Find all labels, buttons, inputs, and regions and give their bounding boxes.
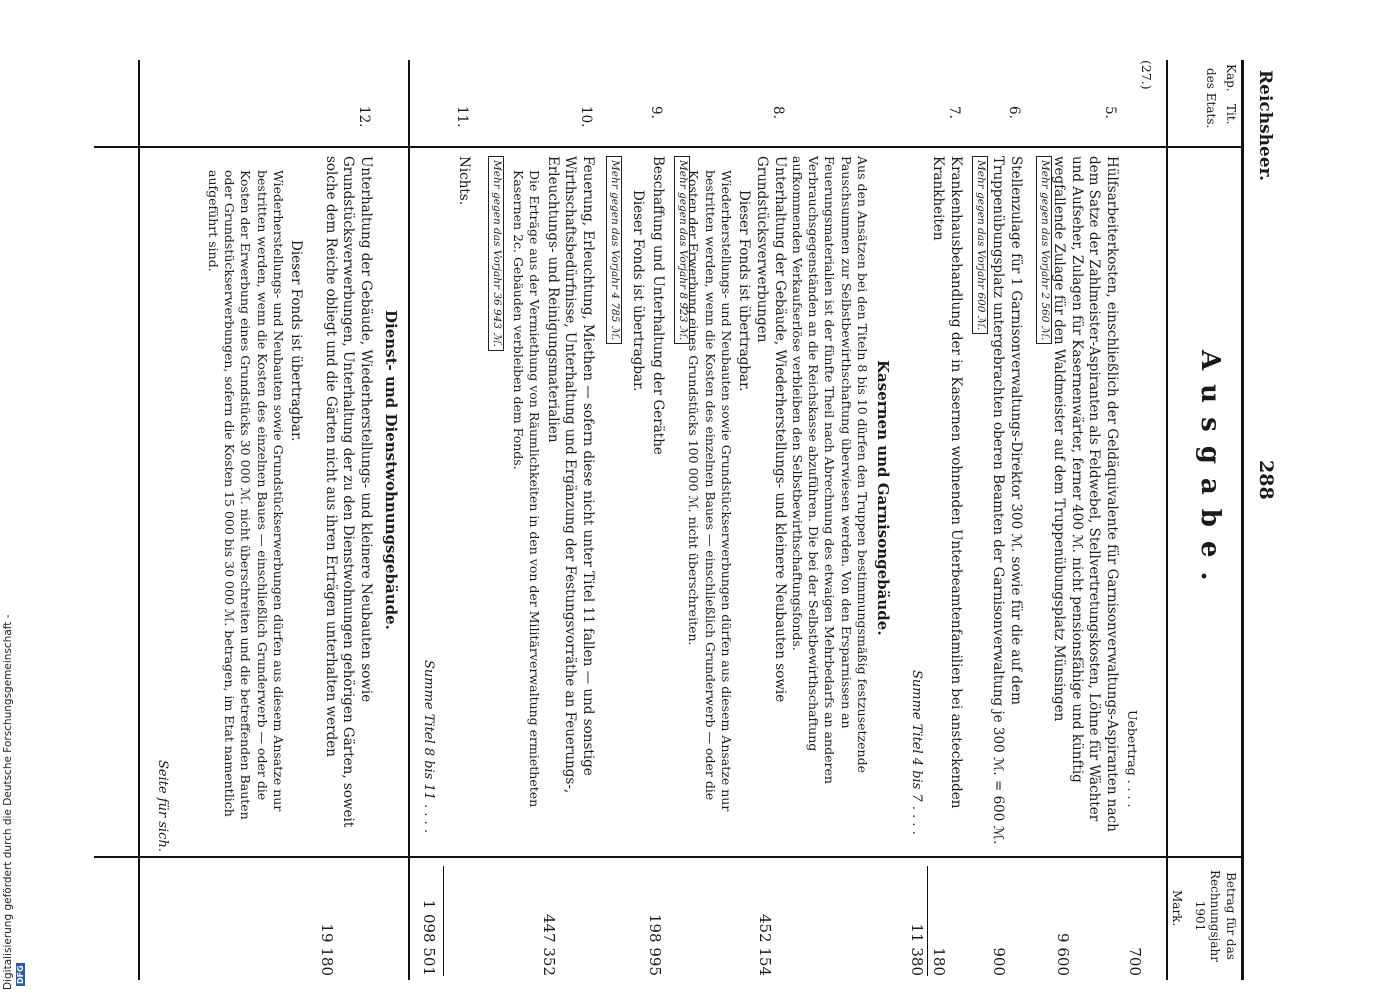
- section-header: Reichsheer.: [1255, 70, 1275, 181]
- change-note: Mehr gegen das Vorjahr 36 943 ℳ.: [488, 156, 504, 351]
- etats-header: des Etats.: [1204, 68, 1218, 129]
- tit-number: 11.: [454, 106, 470, 128]
- entry-text: Unterhaltung der Gebäude, Wiederherstellungs- und kleinere Neubauten sowie Grundstücksverwerbungen: [754, 156, 788, 703]
- kap-header: Kap.: [1224, 64, 1238, 92]
- entry-amount: 9 600: [1054, 933, 1072, 976]
- change-note: Mehr gegen das Vorjahr 2 560 ℳ.: [1036, 156, 1052, 344]
- tit-number: 12.: [356, 106, 372, 128]
- section-divider-rule: [409, 60, 411, 980]
- entry-sub: Dieser Fonds ist übertragbar.: [630, 190, 646, 392]
- dfg-logo: DFG: [15, 965, 25, 984]
- amount-header: Betrag für das Rechnungsjahr 1901: [1192, 870, 1238, 962]
- text-column-rule: [94, 146, 1244, 148]
- tit-header: Tit.: [1224, 104, 1238, 125]
- entry-text: Feuerung, Erleuchtung, Miethen — sofern diese nicht unter Titel 11 fallen — und sonstige Wirthschaftsbedürfnisse, Unterhaltung und Ergänzung der Festungsvorräthe an Feuerungs-, Erleuchtungs- und Reinigungsmaterialien: [544, 156, 596, 794]
- page-title: Ausgabe.: [1195, 350, 1225, 595]
- sum-amount: 11 380: [908, 923, 926, 976]
- sum-label: Summe Titel 4 bis 7 . . . .: [909, 670, 924, 835]
- entry-amount: 19 180: [318, 923, 336, 976]
- continued-marker: (27.): [1139, 60, 1154, 90]
- rotated-sheet: [80, 20, 1280, 980]
- entry-amount: 198 995: [646, 913, 664, 976]
- entry-text: Krankenhausbehandlung der in Kasernen wohnenden Unterbeamtenfamilien bei ansteckenden Krankheiten: [930, 156, 964, 809]
- entry-detail: Die Erträge aus der Vermiethung von Räumlichkeiten in den von der Militärverwaltung ermietheten Kasernen 2c. Gebäuden verbleiben dem Fonds.: [510, 170, 542, 808]
- entry-amount: 180: [930, 947, 948, 976]
- section-heading: Dienst- und Dienstwohnungsgebäude.: [382, 310, 400, 630]
- page-number: 288: [1255, 460, 1277, 500]
- section-intro: Aus den Ansätzen bei den Titeln 8 bis 10 dürfen den Truppen bestimmungsmäßig festzusetzende Pauschsummen zur Selbstbewirthschaftung überwiesen werden. Von den Ersparnissen an Feuerungsmaterialien ist der fünfte Theil nach Abrechnung des etwaigen Mehrbedarfs an anderen Verbrauchsgegenständen an die Reichskasse abzuführen. Die bei der Selbstbewirthschaftung aufkommenden Verkaufserlöse verbleiben den Selbstbewirthschaftungsfonds.: [790, 156, 870, 784]
- entry-text: Unterhaltung der Gebäude, Wiederherstellungs- und kleinere Neubauten sowie Grundstücksverwerbungen, Unterhaltung der zu den Dienstwohnungen gehörigen Gärten, soweit solche dem Reiche obliegt und die Gärten nicht aus ihren Erträgen unterhalten werden: [322, 156, 374, 828]
- tit-number: 10.: [578, 106, 594, 128]
- entry-text: Beschaffung und Unterhaltung der Geräthe: [650, 156, 666, 455]
- tit-number: 7.: [946, 106, 962, 119]
- tit-number: 6.: [1006, 106, 1022, 119]
- entry-sub: Dieser Fonds ist übertragbar.: [288, 240, 304, 442]
- sum-rule: [443, 866, 444, 976]
- change-note: Mehr gegen das Vorjahr 4 785 ℳ.: [606, 156, 622, 344]
- entry-text: Stellenzulage für 1 Garnisonverwaltungs-Direktor 300 ℳ. sowie für die auf dem Truppenübungsplatz untergebrachten oberen Beamten der Garnisonverwaltung je 300 ℳ. = 600 ℳ.: [990, 156, 1024, 845]
- entry-amount: 900: [990, 947, 1008, 976]
- tit-number: 9.: [648, 106, 664, 119]
- tit-number: 8.: [770, 106, 786, 119]
- entry-detail: Wiederherstellungs- und Neubauten sowie Grundstückserwerbungen dürfen aus diesem Ansatze nur bestritten werden, wenn die Kosten des einzelnen Baues — einschließlich Grunderwerb — oder die Kosten der Erwerbung eines Grundstücks 30 000 ℳ. nicht überschreiten und die betreffenden Bauten oder Grundstückserwerbungen, sofern die Kosten 15 000 bis 30 000 ℳ. betragen, im Etat namentlich aufgeführt sind.: [206, 170, 286, 820]
- footer-rule: [139, 60, 141, 980]
- top-rule: [1241, 60, 1244, 980]
- sum-label: Summe Titel 8 bis 11 . . . .: [421, 660, 436, 834]
- change-note: Mehr gegen das Vorjahr 600 ℳ.: [972, 156, 988, 334]
- tit-number: 5.: [1102, 106, 1118, 119]
- footer-label: Seite für sich.: [155, 760, 170, 852]
- section-heading: Kasernen und Garnisongebäude.: [874, 360, 892, 636]
- change-note: Mehr gegen das Vorjahr 8 923 ℳ.: [674, 156, 690, 344]
- digitization-credit: [2, 590, 26, 990]
- entry-text: Nichts.: [456, 156, 472, 206]
- header-bottom-rule: [1167, 60, 1169, 980]
- sum-amount: 1 098 501: [420, 899, 438, 976]
- entry-text: Hülfsarbeiterkosten, einschließlich der Geldäquivalente für Garnisonverwaltungs-Aspiranten nach dem Satze der Zahlmeister-Aspiranten als Feldwebel, Stellvertretungskosten, Löhne für Wächter und Aufseher, Zulagen für Kasernenwärter, ferner 400 ℳ. nicht pensionsfähige und künftig wegfallende Zulage für den Waldmeister auf dem Truppenübungsplatz Münsingen: [1051, 156, 1120, 832]
- sum-rule: [927, 866, 928, 976]
- entry-sub: Dieser Fonds ist übertragbar.: [736, 190, 752, 392]
- entry-amount: 452 154: [756, 913, 774, 976]
- carry-over-amount: 700: [1126, 947, 1144, 976]
- entry-detail: Wiederherstellungs- und Neubauten sowie Grundstückserwerbungen dürfen aus diesem Ansatze nur bestritten werden, wenn die Kosten des einzelnen Baues — einschließlich Grunderwerb — oder die Kosten der Erwerbung eines Grundstücks 100 000 ℳ. nicht überschreiten.: [686, 170, 734, 812]
- unit-label: Mark.: [1170, 890, 1184, 927]
- carry-over-label: Uebertrag . . . .: [1125, 710, 1140, 808]
- entry-amount: 447 352: [540, 913, 558, 976]
- credit-text: Digitalisierung gefördert durch die Deutsche Forschungsgemeinschaft -: [2, 614, 14, 990]
